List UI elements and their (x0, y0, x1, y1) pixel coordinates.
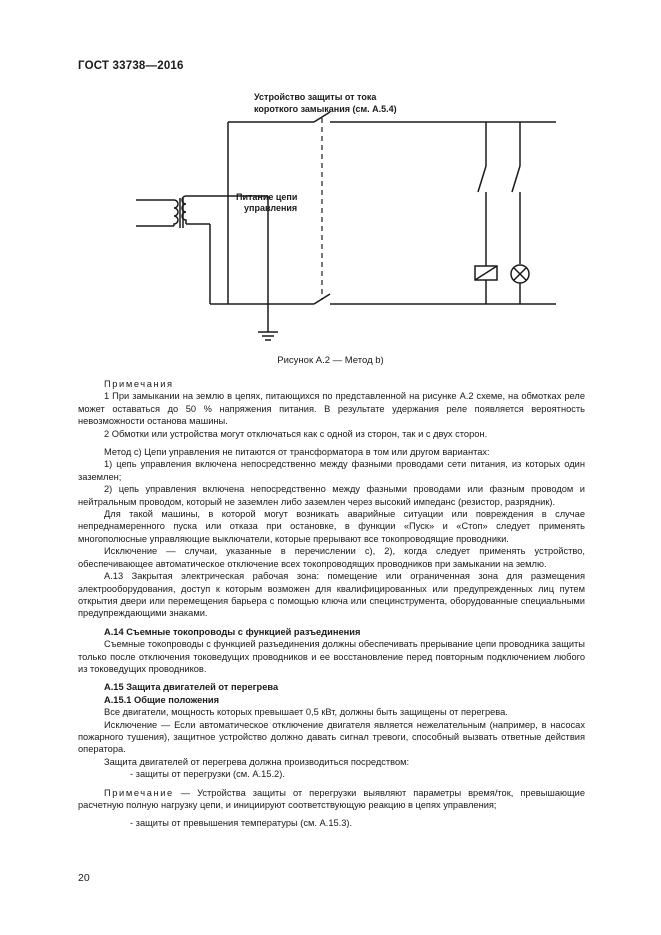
bullet-temperature: - защиты от превышения температуры (см. А.15.3). (130, 818, 353, 829)
method-c: Метод с) Цепи управления не питаются от трансформатора в том или другом вариантах: (104, 447, 490, 458)
method-c-item-2: 2) цепь управления включена непосредственно между фазными проводами или фазным проводом и нейтральным проводом, который не заземлен либо заземлен через высокий импеданс (резистор, разрядник). (78, 484, 585, 507)
note-2: 2 Обмотки или устройства могут отключаться как с одной из сторон, так и с двух сторон. (104, 428, 488, 439)
section-a15-1-title: А.15.1 Общие положения (104, 694, 220, 705)
notes-title: Примечания (104, 379, 174, 389)
control-label-line2: управления (244, 203, 298, 213)
control-label-line1: Питание цепи (236, 192, 298, 202)
section-a14-text: Съемные токопроводы с функцией разъединения должны обеспечивать прерывание цепи проводника защиты только после отключения токоведущих проводников и ее восстановление перед повторным подключением любого из токоведущих проводников. (78, 639, 585, 674)
lamp-switch (512, 166, 520, 192)
overload-note (78, 787, 585, 812)
relay-switch (478, 166, 486, 192)
protection-intro: Защита двигателей от перегрева должна производиться посредством: (104, 756, 410, 767)
all-motors-paragraph: Все двигатели, мощность которых превышает 0,5 кВт, должны быть защищены от перегрева. (104, 707, 508, 718)
device-label-line1: Устройство защиты от тока (254, 92, 377, 102)
section-a15-title: А.15 Защита двигателей от перегрева (104, 682, 279, 693)
figure-caption: Рисунок А.2 — Метод b) (277, 355, 384, 366)
page-number: 20 (78, 872, 90, 884)
circuit-diagram (0, 80, 661, 350)
standard-header: ГОСТ 33738—2016 (78, 60, 184, 72)
hazard-paragraph: Для такой машины, в которой могут возникать аварийные ситуации или повреждения в случае непреднамеренного пуска или отказа при остановке, в функции «Пуск» и «Стоп» следует применять многополюсные управляющие выключатели, которые прерывают все токопроводящие проводники. (78, 509, 585, 544)
section-a14-title: А.14 Съемные токопроводы с функцией разъединения (104, 626, 361, 637)
body-text (78, 378, 585, 830)
note-label: Примечание (104, 787, 174, 798)
device-label-line2: короткого замыкания (см. А.5.4) (254, 104, 397, 114)
note-1: 1 При замыкании на землю в цепях, питающихся по представленной на рисунке А.2 схеме, на обмотках реле может оставаться до 50 % напряжения питания. В результате удержания реле появляется вероятность невозможности останова машины. (78, 391, 585, 427)
a15-exception-paragraph: Исключение — Если автоматическое отключение двигателя является нежелательным (например, в насосах пожарного тушения), защитное устройство должно давать сигнал тревоги, способный вызвать ответные действия оператора. (78, 719, 585, 755)
a13-paragraph: А.13 Закрытая электрическая рабочая зона: помещение или ограниченная зона для размещения электрооборудования, доступ к которым возможен для квалифицированных или предупрежденных лиц путем открытия двери или перемещения барьера с помощью ключа или специнструмента, оборудованные специальными предупреждающими знаками. (78, 571, 585, 619)
method-c-item-1: 1) цепь управления включена непосредственно между фазными проводами сети питания, из которых один заземлен; (78, 459, 585, 482)
bullet-overload: - защиты от перегрузки (см. А.15.2). (130, 769, 285, 780)
note-text: — Устройства защиты от перегрузки выявляют параметры время/ток, превышающие расчетную полную нагрузку цепи, и инициируют соответствующую реакцию в цепях управления; (78, 787, 585, 810)
transformer-primary-coil (174, 200, 178, 226)
exception-paragraph: Исключение — случаи, указанные в перечислении с), 2), когда следует применять устройство, обеспечивающее автоматическое отключение всех токопроводящих проводников при замыкании на землю. (78, 546, 585, 569)
